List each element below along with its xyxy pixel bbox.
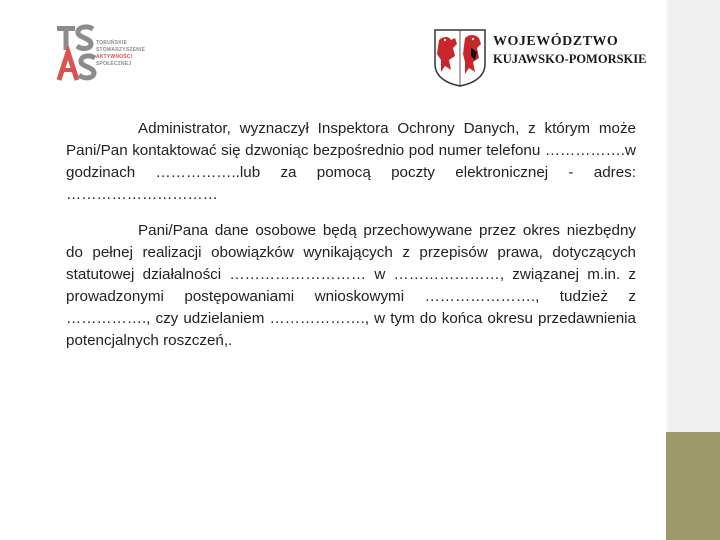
paragraph-text: Administrator, wyznaczył Inspektora Ochrony Danych, z którym może Pani/Pan kontaktować się dzwoniąc bezpośrednio pod numer telefonu …………….w godzinach ……………..lub za pomocą poczty elektronicznej - adres: ………………………… [66, 120, 636, 203]
right-sidebar [666, 0, 720, 540]
region-name-line2: KUJAWSKO-POMORSKIE [493, 52, 647, 66]
sidebar-accent-block [666, 432, 720, 540]
region-logo [427, 20, 648, 92]
tsas-name-line: AKTYWNOŚCI [96, 54, 133, 60]
document-body [66, 118, 636, 352]
paragraph-data-retention [66, 220, 636, 352]
paragraph-data-protection-officer [66, 118, 636, 206]
tsas-name-line: TORUŃSKIE [96, 40, 128, 46]
tsas-name-line: SPOŁECZNEJ [96, 61, 132, 67]
tsas-name [96, 40, 145, 68]
eagle-griffin-crest-icon [431, 26, 489, 88]
paragraph-text: Pani/Pana dane osobowe będą przechowywane przez okres niezbędny do pełnej realizacji obowiązków wynikających z przepisów prawa, dotyczących statutowej działalności ……………………… w …………………, związanej m.in. z prowadzonymi postępowaniami wnioskowymi …………………., tudzież z ……………., czy udzielaniem ………………., w tym do końca okresu przedawnienia potencjalnych roszczeń,. [66, 222, 636, 349]
region-name-line1: WOJEWÓDZTWO [493, 34, 619, 49]
tsas-name-line: STOWARZYSZENIE [96, 47, 146, 53]
region-name [493, 34, 647, 68]
